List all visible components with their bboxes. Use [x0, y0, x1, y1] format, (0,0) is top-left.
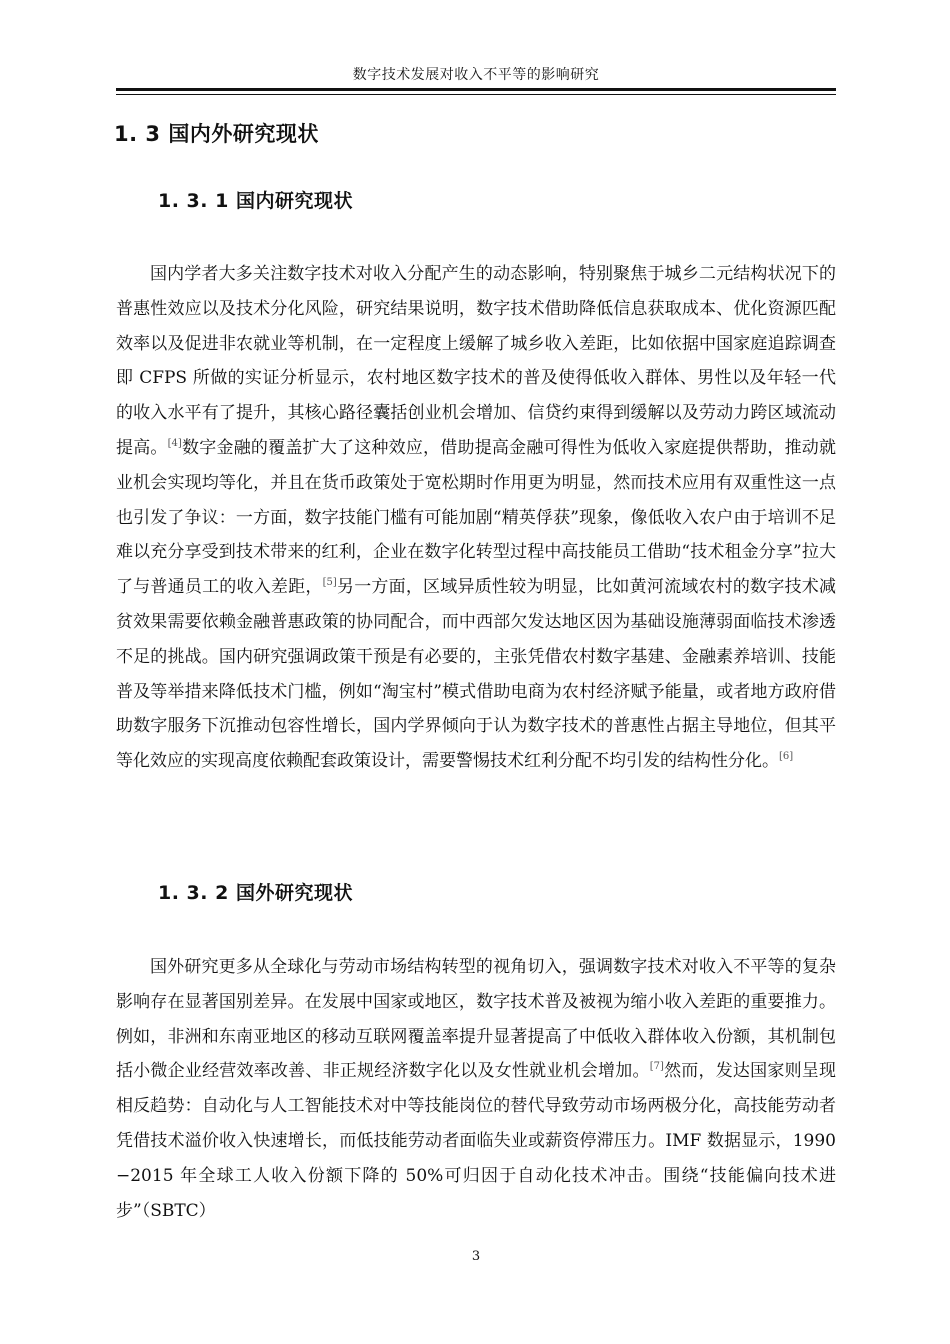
- subsection-title-domestic: 1. 3. 1 国内研究现状: [158, 190, 353, 212]
- subsection-title-foreign: 1. 3. 2 国外研究现状: [158, 882, 353, 904]
- running-header: 数字技术发展对收入不平等的影响研究: [352, 67, 600, 83]
- citation-ref[interactable]: [7]: [649, 1061, 664, 1073]
- header-rule-thick: [116, 88, 836, 91]
- header-rule-thin: [116, 94, 836, 95]
- citation-ref[interactable]: [5]: [322, 577, 337, 589]
- paragraph-domestic: [116, 257, 836, 779]
- paragraph-text: 数字金融的覆盖扩大了这种效应，借助提高金融可得性为低收入家庭提供帮助，推动就业机会实现均等化，并且在货币政策处于宽松期时作用更为明显，然而技术应用有双重性这一点也引发了争议：一方面，数字技能门槛有可能加剧“精英俘获”现象，像低收入农户由于培训不足难以充分享受到技术带来的红利，企业在数字化转型过程中高技能员工借助“技术租金分享”拉大了与普通员工的收入差距，: [116, 437, 837, 598]
- paragraph-foreign: [116, 950, 836, 1228]
- section-title: 1. 3 国内外研究现状: [114, 122, 319, 146]
- page-number: 3: [471, 1249, 481, 1264]
- paragraph-text: 国外研究更多从全球化与劳动市场结构转型的视角切入，强调数字技术对收入不平等的复杂影响存在显著国别差异。在发展中国家或地区，数字技术普及被视为缩小收入差距的重要推力。例如，非洲和东南亚地区的移动互联网覆盖率提升显著提高了中低收入群体收入份额，其机制包括小微企业经营效率改善、非正规经济数字化以及女性就业机会增加。: [116, 957, 836, 1082]
- paragraph-text: 然而，发达国家则呈现相反趋势：自动化与人工智能技术对中等技能岗位的替代导致劳动市场两极分化，高技能劳动者凭借技术溢价收入快速增长，而低技能劳动者面临失业或薪资停滞压力。IMF 数据显示，1990−2015 年全球工人收入份额下降的 50%可归因于自动化技术冲击。围绕“技能偏向技术进步”（SBTC）: [116, 1061, 837, 1221]
- paragraph-text: 另一方面，区域异质性较为明显，比如黄河流域农村的数字技术减贫效果需要依赖金融普惠政策的协同配合，而中西部欠发达地区因为基础设施薄弱面临技术渗透不足的挑战。国内研究强调政策干预是有必要的，主张凭借农村数字基建、金融素养培训、技能普及等举措来降低技术门槛，例如“淘宝村”模式借助电商为农村经济赋予能量，或者地方政府借助数字服务下沉推动包容性增长，国内学界倾向于认为数字技术的普惠性占据主导地位，但其平等化效应的实现高度依赖配套政策设计，需要警惕技术红利分配不均引发的结构性分化。: [116, 577, 837, 772]
- paragraph-text: 国内学者大多关注数字技术对收入分配产生的动态影响，特别聚焦于城乡二元结构状况下的普惠性效应以及技术分化风险，研究结果说明，数字技术借助降低信息获取成本、优化资源匹配效率以及促进非农就业等机制，在一定程度上缓解了城乡收入差距，比如依据中国家庭追踪调查即 CFPS 所做的实证分析显示，农村地区数字技术的普及使得低收入群体、男性以及年轻一代的收入水平有了提升，其核心路径囊括创业机会增加、信贷约束得到缓解以及劳动力跨区域流动提高。: [116, 264, 836, 458]
- citation-ref[interactable]: [6]: [779, 751, 794, 763]
- citation-ref[interactable]: [4]: [167, 437, 182, 449]
